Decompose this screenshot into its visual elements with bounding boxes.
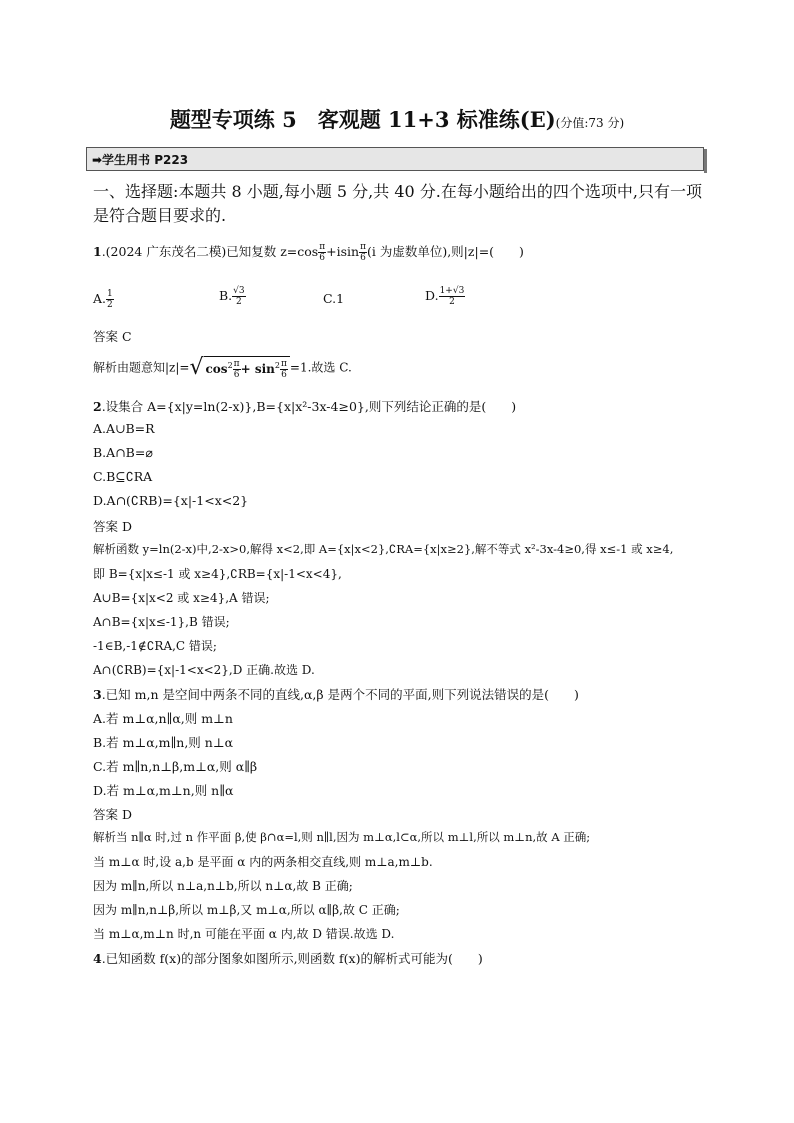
question-4-number: 4 <box>93 951 102 966</box>
q3-stem-text: .已知 m,n 是空间中两条不同的直线,α,β 是两个不同的平面,则下列说法错误的是( ) <box>101 687 579 702</box>
q3-explanation-line3: 因为 m∥n,所以 n⊥a,n⊥b,所以 n⊥α,故 B 正确; <box>93 879 353 893</box>
q3-option-b: B.若 m⊥α,m∥n,则 n⊥α <box>93 735 234 750</box>
student-book-ref: ➡学生用书 P223 <box>92 153 189 167</box>
q2-option-c: C.B⊆∁RA <box>93 469 153 484</box>
q2-explanation-line2: 即 B={x|x≤-1 或 x≥4},∁RB={x|-1<x<4}, <box>93 567 342 581</box>
exp-frac-a <box>233 359 241 380</box>
title-main: 题型专项练 5 客观题 11+3 标准练(E) <box>169 107 556 132</box>
exp-frac-b <box>280 359 288 380</box>
q2-option-b: B.A∩B=⌀ <box>93 445 153 460</box>
frac-den: 6 <box>319 253 326 263</box>
frac-den: 2 <box>449 297 455 307</box>
question-2-stem <box>93 397 516 415</box>
question-3-number: 3 <box>93 687 102 702</box>
sqrt-sign: √ <box>189 355 204 380</box>
frac-num: π <box>233 359 240 369</box>
q1-frac-pi-6-b <box>359 242 367 263</box>
frac-num: π <box>280 359 287 369</box>
q4-stem-text: .已知函数 f(x)的部分图象如图所示,则函数 f(x)的解析式可能为( ) <box>101 951 483 966</box>
q1-option-b <box>219 286 246 307</box>
frac-num: 1 <box>107 289 113 299</box>
frac-num: √3 <box>233 286 245 296</box>
q1-option-d <box>425 286 465 307</box>
q1-stem-mid: +isin <box>326 244 360 259</box>
q1-option-a <box>93 289 114 310</box>
exp-pre: 解析由题意知|z|= <box>93 360 190 375</box>
q1-option-c: C.1 <box>323 291 345 306</box>
cos-label: cos <box>205 362 228 376</box>
q2-explanation-line6: A∩(∁RB)={x|-1<x<2},D 正确.故选 D. <box>93 663 315 677</box>
q2-stem-text: .设集合 A={x|y=ln(2-x)},B={x|x²-3x-4≥0},则下列结论正确的是( ) <box>101 399 517 414</box>
q3-option-d: D.若 m⊥α,m⊥n,则 n∥α <box>93 783 234 798</box>
q3-explanation-line4: 因为 m∥n,n⊥β,所以 m⊥β,又 m⊥α,所以 α∥β,故 C 正确; <box>93 903 400 917</box>
section-instruction-line2: 是符合题目要求的. <box>93 206 227 225</box>
frac-num: π <box>319 242 326 252</box>
section-instruction-line1: 一、选择题:本题共 8 小题,每小题 5 分,共 40 分.在每小题给出的四个选项中,只有一项 <box>93 182 702 201</box>
q1-stem-post: (i 为虚数单位),则|z|=( ) <box>366 244 524 259</box>
q2-explanation-line4: A∩B={x|x≤-1},B 错误; <box>93 615 230 629</box>
option-frac <box>106 289 114 310</box>
title-score: (分值:73 分) <box>555 116 625 130</box>
question-3-stem <box>93 685 579 703</box>
option-label: A. <box>93 291 107 306</box>
question-2-number: 2 <box>93 399 102 414</box>
q2-explanation-line3: A∪B={x|x<2 或 x≥4},A 错误; <box>93 591 270 605</box>
question-1-stem <box>93 242 524 263</box>
question-1-number: 1 <box>93 244 102 259</box>
exp-post: =1.故选 C. <box>289 360 352 375</box>
option-label: B. <box>219 288 233 303</box>
page-title <box>0 104 794 134</box>
q1-stem-pre: .(2024 广东茂名二模)已知复数 z=cos <box>101 244 319 259</box>
q3-explanation-line5: 当 m⊥α,m⊥n 时,n 可能在平面 α 内,故 D 错误.故选 D. <box>93 927 395 941</box>
section-header-bar-shadow <box>704 149 707 173</box>
q3-option-c: C.若 m∥n,n⊥β,m⊥α,则 α∥β <box>93 759 258 774</box>
sin-label: + sin <box>240 362 275 376</box>
frac-den: 6 <box>233 370 240 380</box>
q2-option-d: D.A∩(∁RB)={x|-1<x<2} <box>93 493 249 508</box>
frac-den: 2 <box>107 300 113 310</box>
option-label: D. <box>425 288 439 303</box>
q3-answer: 答案 D <box>93 807 132 822</box>
frac-den: 6 <box>281 370 287 380</box>
q2-explanation-line5: -1∈B,-1∉∁RA,C 错误; <box>93 639 217 653</box>
q3-option-a: A.若 m⊥α,n∥α,则 m⊥n <box>93 711 233 726</box>
q3-explanation-line2: 当 m⊥α 时,设 a,b 是平面 α 内的两条相交直线,则 m⊥a,m⊥b. <box>93 855 433 869</box>
q3-explanation-line1: 解析当 n∥α 时,过 n 作平面 β,使 β∩α=l,则 n∥l,因为 m⊥α,l⊂α,所以 m⊥l,所以 m⊥n,故 A 正确; <box>93 830 591 844</box>
frac-num: π <box>360 242 366 252</box>
q2-explanation-line1: 解析函数 y=ln(2-x)中,2-x>0,解得 x<2,即 A={x|x<2},∁RA={x|x≥2},解不等式 x²-3x-4≥0,得 x≤-1 或 x≥4, <box>93 542 674 556</box>
q1-frac-pi-6-a <box>318 242 326 263</box>
exp-square: 2 <box>227 361 233 370</box>
option-frac <box>439 286 466 307</box>
frac-num: 1+√3 <box>439 286 465 296</box>
frac-den: 2 <box>236 297 242 307</box>
q1-answer: 答案 C <box>93 329 132 344</box>
sqrt-content <box>204 356 290 380</box>
option-frac <box>232 286 245 307</box>
q2-answer: 答案 D <box>93 519 132 534</box>
question-4-stem <box>93 949 483 967</box>
exp-square: 2 <box>274 361 280 370</box>
q1-explanation <box>93 356 352 380</box>
frac-den: 6 <box>360 253 366 263</box>
q2-option-a: A.A∪B=R <box>93 421 155 436</box>
